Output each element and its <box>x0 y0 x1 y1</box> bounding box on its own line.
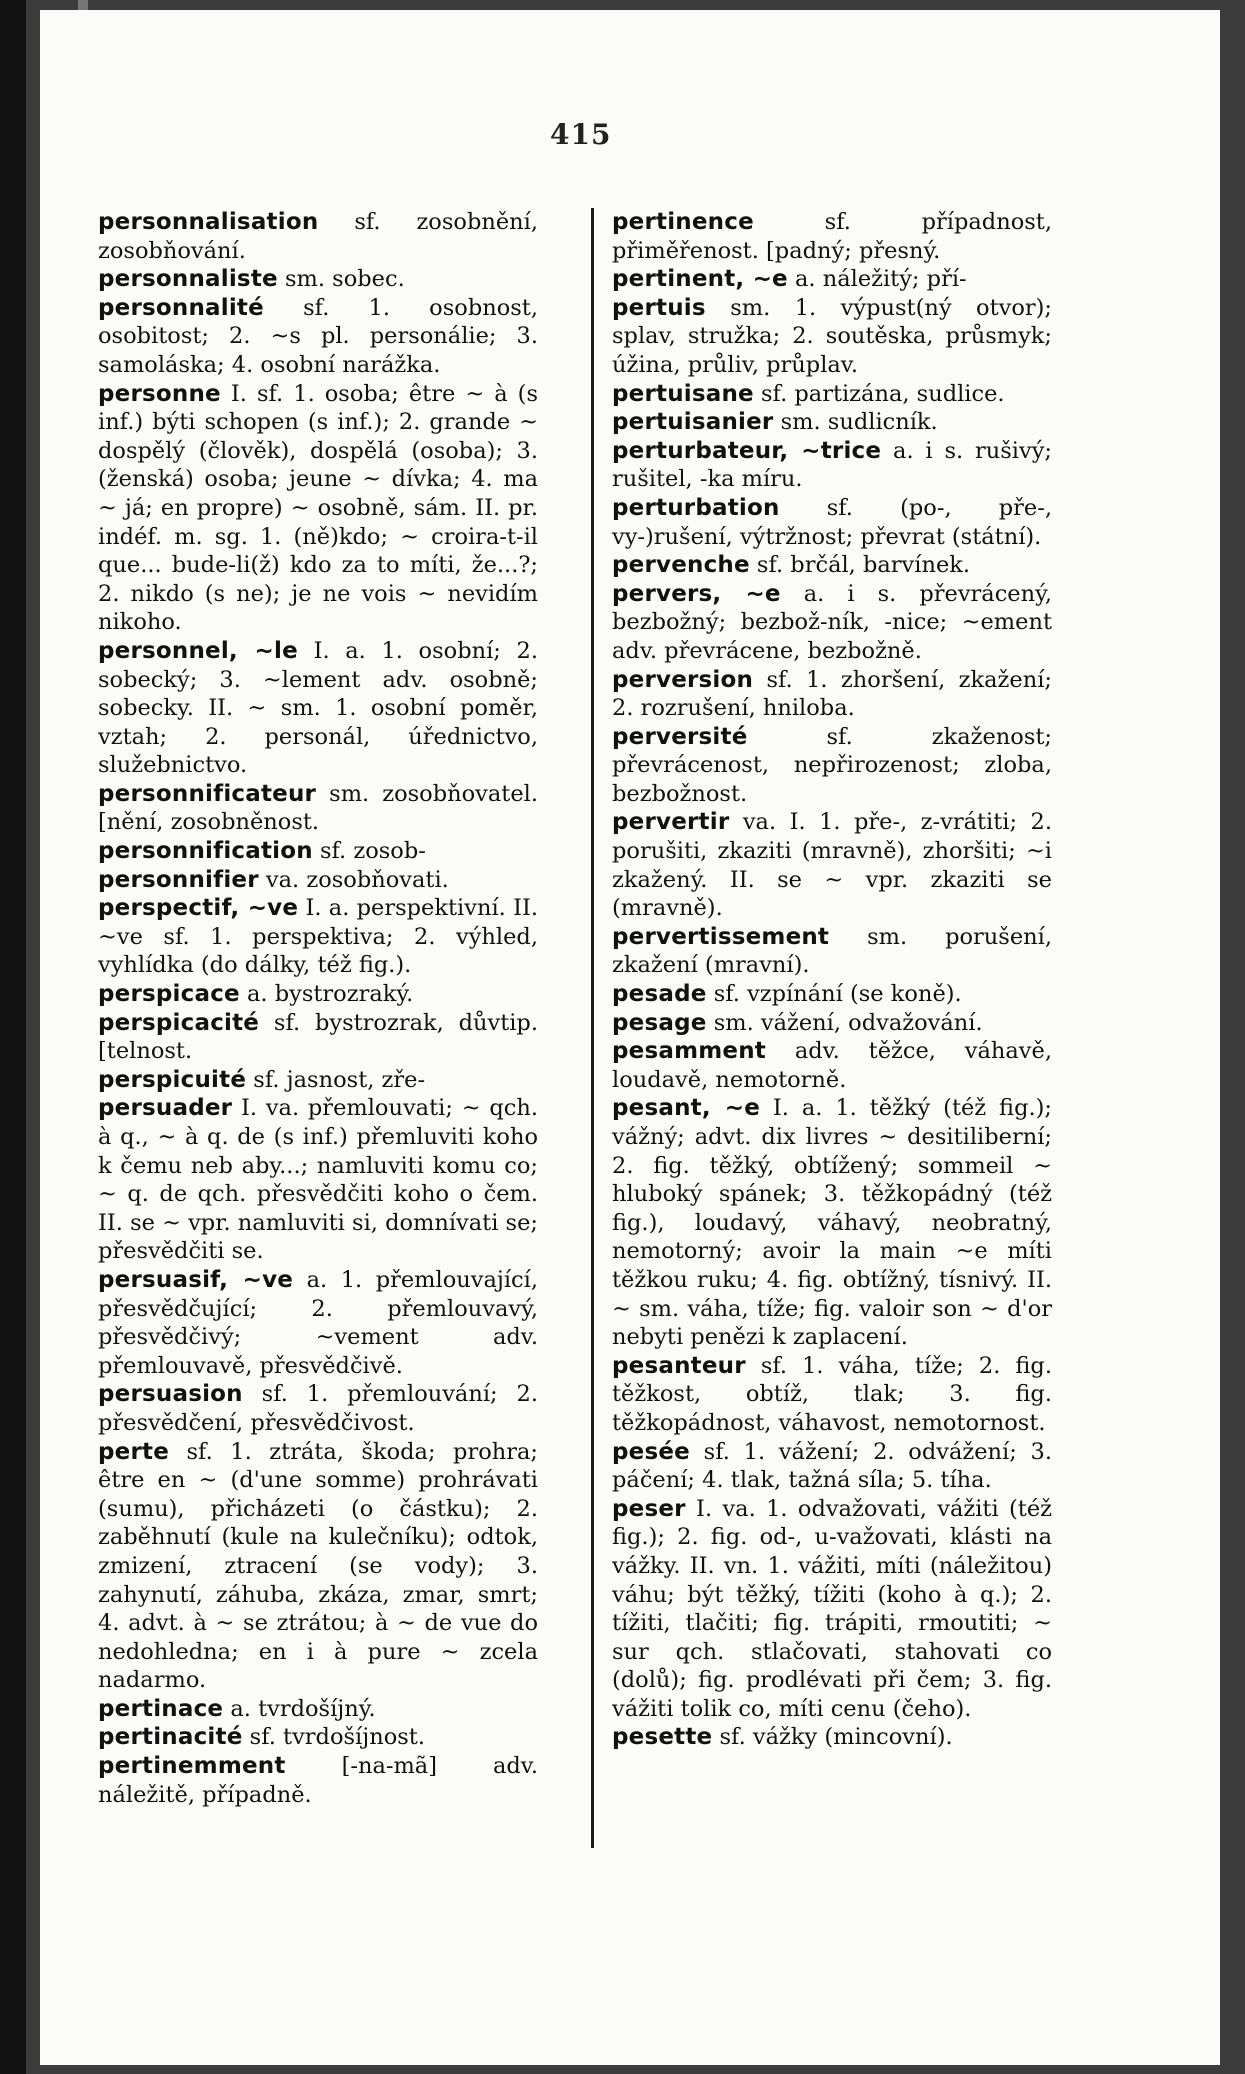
entry-definition: sf. vážky (mincovní). <box>712 1724 953 1751</box>
entry-definition: sf. 1. ztráta, škoda; prohra; être en ~ (d'une somme) prohrávati (sumu), přicházeti (o částku); 2. zaběhnutí (kule na kulečníku); odtok, zmizení, ztracení (se vody); 3. zahynutí, záhuba, zkáza, zmar, smrt; 4. advt. à ~ se ztrátou; à ~ de vue do nedohledna; en i à pure ~ zcela nadarmo. <box>98 1438 538 1694</box>
left-column <box>98 208 538 1809</box>
dictionary-entry <box>612 1009 1052 1038</box>
entry-headword: pesage <box>612 1009 707 1036</box>
dictionary-entry <box>612 1352 1052 1438</box>
entry-definition: [-na-mã] adv. náležitě, případně. <box>98 1753 538 1808</box>
entry-headword: perturbateur, ~trice <box>612 437 882 464</box>
entry-headword: persuader <box>98 1095 233 1122</box>
entry-headword: pertinace <box>98 1695 224 1722</box>
dictionary-entry <box>98 208 538 265</box>
entry-definition: sf. případnost, přiměřenost. [padný; přesný. <box>612 209 1052 264</box>
entry-definition: sf. 1. přemlouvání; 2. přesvědčení, přesvědčivost. <box>98 1381 538 1436</box>
dictionary-entry <box>612 1438 1052 1495</box>
dictionary-entry <box>612 437 1052 494</box>
entry-headword: peser <box>612 1495 686 1522</box>
entry-headword: pesanteur <box>612 1352 746 1379</box>
dictionary-entry <box>612 294 1052 380</box>
entry-definition: sf. zosobnění, zosobňování. <box>98 209 538 264</box>
entry-headword: personnaliste <box>98 266 278 293</box>
entry-headword: personnalisation <box>98 209 319 235</box>
entry-headword: perspicace <box>98 981 240 1008</box>
entry-definition: sf. 1. váha, tíže; 2. fig. těžkost, obtíž, tlak; 3. fig. těžkopádnost, váhavost, nemotornost. <box>612 1352 1052 1436</box>
entry-definition: sf. 1. osobnost, osobitost; 2. ~s pl. personálie; 3. samoláska; 4. osobní narážka. <box>98 294 538 378</box>
dictionary-entry <box>612 666 1052 723</box>
entry-definition: sm. vážení, odvažování. <box>706 1009 983 1036</box>
dictionary-entry <box>612 494 1052 551</box>
dictionary-entry <box>98 1752 538 1809</box>
entry-headword: personnalité <box>98 294 264 321</box>
entry-headword: persuasion <box>98 1381 243 1408</box>
entry-headword: pesant, ~e <box>612 1095 761 1122</box>
entry-definition: I. a. perspektivní. II. ~ve sf. 1. perspektiva; 2. výhled, vyhlídka (do dálky, též fig.). <box>98 895 539 979</box>
entry-definition: sf. zosob- <box>312 838 426 865</box>
dictionary-entry <box>98 837 538 866</box>
page-shadow <box>0 0 26 2074</box>
column-divider <box>591 208 594 1848</box>
dictionary-entry <box>98 380 538 637</box>
entry-definition: va. zosobňovati. <box>258 866 449 893</box>
entry-headword: pesade <box>612 981 707 1008</box>
entry-headword: personnificateur <box>98 780 317 807</box>
dictionary-entry <box>98 1695 538 1724</box>
dictionary-entry <box>98 866 538 895</box>
entry-headword: perte <box>98 1438 169 1465</box>
entry-headword: perversion <box>612 666 754 693</box>
dictionary-page <box>40 10 1220 2065</box>
entry-headword: personnel, ~le <box>98 637 298 664</box>
dictionary-entry <box>612 580 1052 666</box>
entry-headword: pertinacité <box>98 1724 243 1751</box>
dictionary-entry <box>612 923 1052 980</box>
entry-headword: personne <box>98 380 221 407</box>
dictionary-entry <box>98 980 538 1009</box>
entry-definition: sm. zosobňovatel. [nění, zosobněnost. <box>98 780 538 836</box>
entry-definition: I. sf. 1. osoba; être ~ à (s inf.) býti schopen (s inf.); 2. grande ~ dospělý (člověk), dospělá (osoba); 3. (ženská) osoba; jeune ~ dívka; 4. ma ~ já; en propre) ~ osobně, sám. II. pr. indéf. m. sg. 1. (ně)kdo; ~ croira-t-il que... bude-li(ž) kdo za to míti, že...?; 2. nikdo (s ne); je ne vois ~ nevidím nikoho. <box>98 380 538 636</box>
entry-headword: perversité <box>612 723 748 750</box>
entry-definition: sm. sobec. <box>277 266 405 293</box>
entry-definition: sm. porušení, zkažení (mravní). <box>612 923 1052 979</box>
entry-headword: pervertir <box>612 809 730 836</box>
dictionary-entry <box>98 294 538 380</box>
dictionary-entry <box>612 551 1052 580</box>
entry-definition: va. I. 1. pře-, z-vrátiti; 2. porušiti, zkaziti (mravně), zhoršiti; ~i zkažený. II. se ~ vpr. zkaziti se (mravně). <box>612 809 1052 922</box>
dictionary-entry <box>98 1380 538 1437</box>
entry-definition: a. i s. převrácený, bezbožný; bezbož-ník, -nice; ~ement adv. převrácene, bezbožně. <box>612 580 1052 664</box>
entry-definition: a. i s. rušivý; rušitel, -ka míru. <box>612 437 1052 493</box>
entry-definition: I. va. 1. odvažovati, vážiti (též fig.); 2. fig. od-, u-važovati, klásti na vážky. II. vn. 1. vážiti, míti (náležitou) váhu; být těžký, tížiti (koho à q.); 2. tížiti, tlačiti; fig. trápiti, rmoutiti; ~ sur qch. stlačovati, stahovati co (dolů); fig. prodlévati při čem; 3. fig. vážiti tolik co, míti cenu (čeho). <box>612 1495 1052 1722</box>
entry-definition: I. a. 1. těžký (též fig.); vážný; advt. dix livres ~ desitiliberní; 2. fig. těžký, obtížený; sommeil ~ hluboký spánek; 3. těžkopádný (též fig.), loudavý, váhavý, neobratný, nemotorný; avoir la main ~e míti těžkou ruku; 4. fig. obtížný, tísnivý. II. ~ sm. váha, tíže; fig. valoir son ~ d'or nebyti penězi k zaplacení. <box>612 1095 1052 1351</box>
entry-definition: I. a. 1. osobní; 2. sobecký; 3. ~lement adv. osobně; sobecky. II. ~ sm. 1. osobní poměr, vztah; 2. personál, úřednictvo, služebnictvo. <box>98 637 538 779</box>
entry-headword: perturbation <box>612 494 780 521</box>
dictionary-entry <box>612 265 1052 294</box>
entry-definition: a. náležitý; pří- <box>787 266 967 293</box>
dictionary-entry <box>612 1037 1052 1094</box>
entry-definition: sf. jasnost, zře- <box>246 1066 426 1093</box>
dictionary-entry <box>612 208 1052 265</box>
entry-definition: sm. sudlicník. <box>773 409 938 436</box>
entry-headword: pesamment <box>612 1038 766 1065</box>
entry-definition: sf. zkaženost; převrácenost, nepřirozenost; zloba, bezbožnost. <box>612 723 1052 807</box>
entry-definition: a. tvrdošíjný. <box>223 1695 376 1722</box>
entry-headword: pertuis <box>612 294 706 321</box>
entry-headword: pertinemment <box>98 1753 286 1780</box>
dictionary-entry <box>98 780 538 837</box>
entry-definition: sf. 1. zhoršení, zkažení; 2. rozrušení, hniloba. <box>612 666 1052 722</box>
entry-definition: sf. tvrdošíjnost. <box>242 1724 425 1751</box>
dictionary-entry <box>612 1723 1052 1752</box>
entry-definition: adv. těžce, váhavě, loudavě, nemotorně. <box>612 1038 1052 1093</box>
entry-definition: sf. 1. vážení; 2. odvážení; 3. páčení; 4. tlak, tažná síla; 5. tíha. <box>612 1438 1052 1494</box>
entry-headword: pertinent, ~e <box>612 266 788 293</box>
dictionary-entry <box>98 1438 538 1695</box>
entry-definition: sm. 1. výpust(ný otvor); splav, stružka; 2. soutěska, průsmyk; úžina, průliv, průplav. <box>612 294 1052 378</box>
entry-headword: pervenche <box>612 552 750 579</box>
dictionary-entry <box>98 1094 538 1266</box>
entry-headword: pesée <box>612 1438 690 1465</box>
entry-definition: sf. bystrozrak, důvtip. [telnost. <box>98 1009 538 1065</box>
dictionary-entry <box>98 1066 538 1095</box>
entry-headword: perspicacité <box>98 1009 260 1036</box>
entry-definition: a. bystrozraký. <box>239 981 414 1008</box>
entry-headword: pertinence <box>612 209 754 235</box>
entry-headword: perspectif, ~ve <box>98 895 299 922</box>
dictionary-entry <box>98 1009 538 1066</box>
dictionary-entry <box>612 980 1052 1009</box>
entry-headword: personnification <box>98 838 313 865</box>
dictionary-entry <box>612 408 1052 437</box>
dictionary-entry <box>612 1094 1052 1351</box>
dictionary-entry <box>612 380 1052 409</box>
entry-definition: sf. partizána, sudlice. <box>753 380 1005 407</box>
dictionary-entry <box>98 265 538 294</box>
entry-definition: sf. brčál, barvínek. <box>749 552 971 579</box>
entry-definition: a. 1. přemlouvající, přesvědčující; 2. přemlouvavý, přesvědčivý; ~vement adv. přemlouvavě, přesvědčivě. <box>98 1266 538 1379</box>
dictionary-entry <box>98 894 538 980</box>
dictionary-entry <box>98 1266 538 1380</box>
entry-headword: personnifier <box>98 866 259 893</box>
entry-definition: sf. vzpínání (se koně). <box>706 981 962 1008</box>
entry-headword: pervers, ~e <box>612 580 781 607</box>
entry-headword: pervertissement <box>612 923 830 950</box>
dictionary-entry <box>612 723 1052 809</box>
entry-headword: perspicuité <box>98 1066 247 1093</box>
dictionary-entry <box>612 808 1052 922</box>
page-number: 415 <box>550 118 612 151</box>
dictionary-entry <box>98 1723 538 1752</box>
dictionary-entry <box>612 1495 1052 1724</box>
entry-headword: pertuisane <box>612 380 754 407</box>
dictionary-entry <box>98 637 538 780</box>
entry-headword: persuasif, ~ve <box>98 1266 294 1293</box>
entry-headword: pesette <box>612 1724 713 1751</box>
right-column <box>612 208 1052 1752</box>
entry-headword: pertuisanier <box>612 409 774 436</box>
entry-definition: I. va. přemlouvati; ~ qch. à q., ~ à q. de (s inf.) přemluviti koho k čemu neb aby...; namluviti komu co; ~ q. de qch. přesvědčiti koho o čem. II. se ~ vpr. namluviti si, domnívati se; přesvědčiti se. <box>98 1095 539 1265</box>
entry-definition: sf. (po-, pře-, vy-)rušení, výtržnost; převrat (státní). <box>612 494 1052 550</box>
